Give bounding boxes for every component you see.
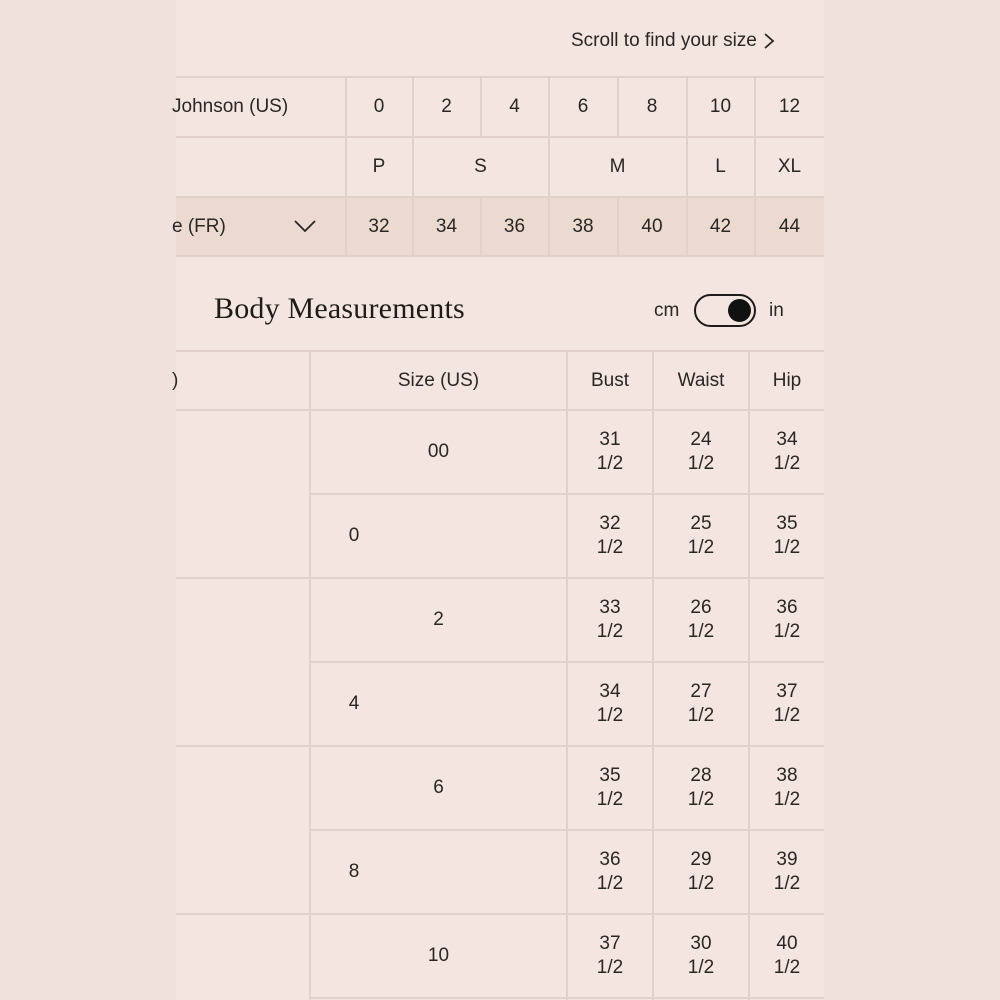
size-us-cell: 10 [427,945,450,966]
waist-cell [654,747,748,829]
bust-whole: 33 [599,597,621,618]
bust-whole: 36 [599,849,621,870]
letter-size-cell: P [372,156,386,177]
size-us-cell: 8 [348,861,360,882]
unit-cm-label[interactable]: cm [654,300,680,321]
waist-fraction: 1/2 [687,453,715,474]
bust-fraction: 1/2 [596,621,624,642]
letter-size-cell: XL [777,156,802,177]
region-size-cell: 38 [572,216,594,237]
unit-in-label[interactable]: in [769,300,784,321]
unit-toggle[interactable] [694,294,756,327]
waist-whole: 27 [690,681,712,702]
waist-fraction: 1/2 [687,873,715,894]
waist-whole: 30 [690,933,712,954]
letter-size-cell: S [474,156,487,177]
hip-whole: 38 [776,765,798,786]
size-guide-panel [172,0,824,1000]
waist-whole: 28 [690,765,712,786]
brand-size-cell: 8 [646,96,658,117]
size-us-cell: 00 [427,441,450,462]
waist-cell [654,411,748,493]
header-bust: Bust [590,370,630,391]
bust-cell [568,747,652,829]
bust-fraction: 1/2 [596,453,624,474]
region-size-cell: 32 [368,216,390,237]
bust-cell [568,579,652,661]
waist-cell [654,915,748,997]
hip-whole: 37 [776,681,798,702]
hip-fraction: 1/2 [773,537,801,558]
hip-cell [750,747,824,829]
waist-cell [654,579,748,661]
bust-cell [568,915,652,997]
bust-fraction: 1/2 [596,705,624,726]
header-hip: Hip [772,370,802,391]
waist-fraction: 1/2 [687,957,715,978]
hip-cell [750,915,824,997]
bust-cell [568,831,652,913]
region-select-label: e (FR) [172,216,226,237]
measure-header-clipped: ) [172,370,179,391]
waist-whole: 24 [690,429,712,450]
bust-whole: 32 [599,513,621,534]
bust-fraction: 1/2 [596,789,624,810]
hip-cell [750,411,824,493]
bust-cell [568,663,652,745]
bust-cell [568,495,652,577]
waist-fraction: 1/2 [687,705,715,726]
bust-cell [568,411,652,493]
waist-whole: 26 [690,597,712,618]
waist-cell [654,831,748,913]
hip-fraction: 1/2 [773,705,801,726]
region-size-cell: 44 [778,216,801,237]
bust-fraction: 1/2 [596,537,624,558]
waist-cell [654,663,748,745]
waist-whole: 29 [690,849,712,870]
body-measurements-title: Body Measurements [214,292,465,325]
hip-fraction: 1/2 [773,873,801,894]
hip-whole: 39 [776,849,798,870]
hip-cell [750,579,824,661]
hip-fraction: 1/2 [773,621,801,642]
letter-size-cell: L [715,156,726,177]
brand-size-cell: 10 [709,96,732,117]
hip-whole: 36 [776,597,798,618]
hip-cell [750,663,824,745]
hip-whole: 40 [776,933,798,954]
hip-whole: 35 [776,513,798,534]
scroll-hint-label: Scroll to find your size [571,30,757,51]
size-us-cell: 0 [348,525,360,546]
region-size-cell: 40 [641,216,663,237]
size-us-cell: 4 [348,693,360,714]
unit-toggle-knob [728,299,751,322]
scroll-hint[interactable] [571,30,775,52]
hip-fraction: 1/2 [773,957,801,978]
region-size-cell: 42 [709,216,732,237]
bust-fraction: 1/2 [596,957,624,978]
hip-fraction: 1/2 [773,789,801,810]
hip-fraction: 1/2 [773,453,801,474]
region-size-cell: 36 [503,216,526,237]
brand-size-cell: 12 [778,96,801,117]
brand-size-cell: 2 [441,96,452,117]
size-us-cell: 2 [433,609,444,630]
bust-whole: 37 [599,933,621,954]
chevron-down-icon[interactable] [294,220,316,233]
waist-fraction: 1/2 [687,789,715,810]
bust-whole: 34 [599,681,621,702]
waist-cell [654,495,748,577]
bust-whole: 35 [599,765,621,786]
size-us-cell: 6 [433,777,444,798]
bust-whole: 31 [599,429,621,450]
header-waist: Waist [677,370,725,391]
region-size-cell: 34 [435,216,458,237]
brand-size-cell: 6 [577,96,589,117]
header-size-us: Size (US) [397,370,480,391]
bust-fraction: 1/2 [596,873,624,894]
hip-cell [750,831,824,913]
hip-cell [750,495,824,577]
brand-size-cell: 4 [509,96,520,117]
waist-fraction: 1/2 [687,621,715,642]
hip-whole: 34 [776,429,798,450]
letter-size-cell: M [609,156,626,177]
brand-size-cell: 0 [373,96,385,117]
chevron-right-icon [763,32,775,50]
waist-whole: 25 [690,513,712,534]
brand-size-row-label: Johnson (US) [172,96,289,117]
waist-fraction: 1/2 [687,537,715,558]
